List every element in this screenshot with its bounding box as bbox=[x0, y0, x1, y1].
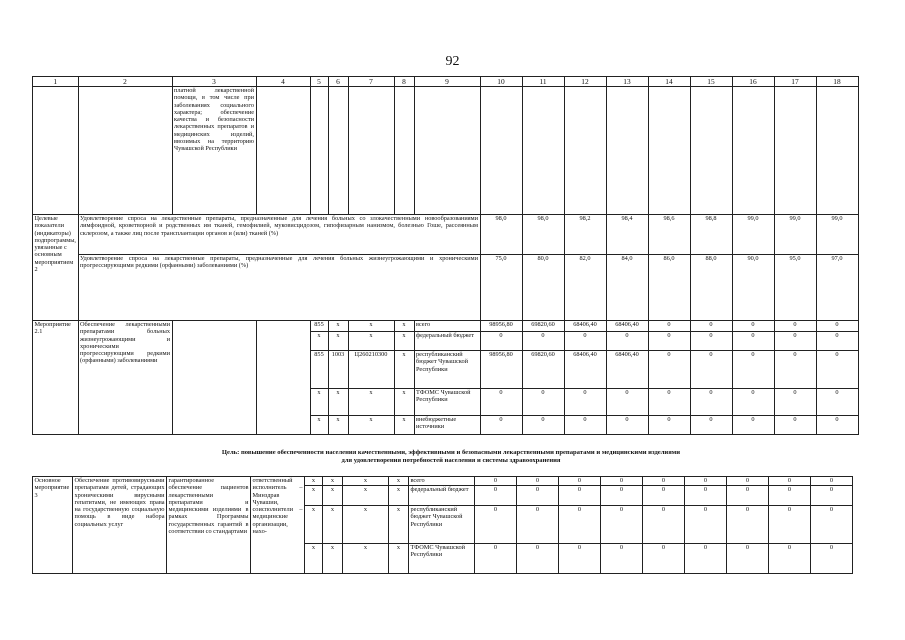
value-cell: 75,0 bbox=[480, 255, 522, 321]
value-cell: 0 bbox=[648, 332, 690, 351]
value-cell: 0 bbox=[643, 506, 685, 544]
funding-source: ТФОМС Чувашской Республики bbox=[414, 389, 480, 416]
expected-result-cell: гарантированное обеспечение пациентов лекарственными препаратами и медицинскими изделиями в рамках Программы государственных гарантий в соответствии со стандартами bbox=[167, 477, 251, 574]
value-cell: 0 bbox=[517, 477, 559, 486]
value-cell: 0 bbox=[522, 389, 564, 416]
col-number: 18 bbox=[816, 77, 858, 87]
value-cell: 0 bbox=[685, 477, 727, 486]
target-article-code: x bbox=[348, 321, 394, 332]
target-article-code: Ц260210300 bbox=[348, 351, 394, 389]
expense-type-code: x bbox=[394, 389, 414, 416]
col-number: 15 bbox=[690, 77, 732, 87]
value-cell: 0 bbox=[606, 389, 648, 416]
value-cell: 0 bbox=[732, 332, 774, 351]
value-cell: 0 bbox=[559, 506, 601, 544]
value-cell: 0 bbox=[727, 544, 769, 574]
value-cell: 0 bbox=[522, 416, 564, 435]
executor-cell: ответственный исполнитель – Минздрав Чувашии, соисполнители – медицинские организации, нахо- bbox=[251, 477, 305, 574]
value-cell: 0 bbox=[690, 321, 732, 332]
value-cell: 0 bbox=[774, 321, 816, 332]
value-cell: 69820,60 bbox=[522, 351, 564, 389]
grbs-code: x bbox=[310, 389, 328, 416]
value-cell: 0 bbox=[732, 416, 774, 435]
value-cell: 0 bbox=[811, 506, 853, 544]
value-cell: 86,0 bbox=[648, 255, 690, 321]
value-cell: 0 bbox=[685, 544, 727, 574]
col-number: 10 bbox=[480, 77, 522, 87]
value-cell: 97,0 bbox=[816, 255, 858, 321]
value-cell: 98,6 bbox=[648, 215, 690, 255]
grbs-code: x bbox=[305, 477, 323, 486]
value-cell: 0 bbox=[811, 477, 853, 486]
expense-type-code: x bbox=[389, 486, 409, 506]
measure-name: Обеспечение противовирусными препаратами детей, страдающих хроническими вирусными гепатитами, не имеющих права на государственную социальную помощь в виде набора социальных услуг bbox=[73, 477, 167, 574]
funding-source: ТФОМС Чувашской Республики bbox=[409, 544, 475, 574]
target-article-code: x bbox=[343, 477, 389, 486]
value-cell: 0 bbox=[690, 389, 732, 416]
value-cell: 0 bbox=[774, 389, 816, 416]
grbs-code: 855 bbox=[310, 351, 328, 389]
value-cell: 0 bbox=[522, 332, 564, 351]
value-cell: 0 bbox=[727, 477, 769, 486]
value-cell: 0 bbox=[601, 477, 643, 486]
value-cell: 0 bbox=[774, 351, 816, 389]
value-cell: 98956,80 bbox=[480, 351, 522, 389]
value-cell: 82,0 bbox=[564, 255, 606, 321]
funding-source: всего bbox=[409, 477, 475, 486]
expense-type-code: x bbox=[394, 321, 414, 332]
value-cell: 0 bbox=[606, 416, 648, 435]
value-cell: 69820,60 bbox=[522, 321, 564, 332]
page-number: 92 bbox=[445, 54, 460, 69]
funding-source: всего bbox=[414, 321, 480, 332]
value-cell: 0 bbox=[475, 477, 517, 486]
col-number: 7 bbox=[348, 77, 394, 87]
value-cell: 99,0 bbox=[816, 215, 858, 255]
col-number: 9 bbox=[414, 77, 480, 87]
expense-type-code: x bbox=[394, 351, 414, 389]
section-code: x bbox=[323, 477, 343, 486]
measure-name: Обеспечение лекарственными препаратами больных жизнеугрожающими и хроническими прогрессирующими редкими (орфанными) заболеваниями bbox=[78, 321, 172, 435]
expected-result-cell: платной лекарственной помощи, в том числе при заболеваниях социального характера; обеспечение качества и безопасности лекарственных препаратов и медицинских изделий, ввозимых на территорию Чувашской Республики bbox=[172, 87, 256, 215]
value-cell: 0 bbox=[643, 486, 685, 506]
value-cell: 0 bbox=[816, 321, 858, 332]
expense-type-code: x bbox=[394, 332, 414, 351]
value-cell: 98,0 bbox=[522, 215, 564, 255]
value-cell: 0 bbox=[475, 544, 517, 574]
section-code: x bbox=[328, 321, 348, 332]
value-cell: 0 bbox=[648, 416, 690, 435]
measure-label: Мероприятие 2.1 bbox=[33, 321, 79, 435]
target-article-code: x bbox=[348, 332, 394, 351]
funding-row bbox=[33, 321, 859, 332]
funding-source: федеральный бюджет bbox=[409, 486, 475, 506]
col-number: 11 bbox=[522, 77, 564, 87]
col-number: 1 bbox=[33, 77, 79, 87]
section-code: x bbox=[323, 506, 343, 544]
value-cell: 80,0 bbox=[522, 255, 564, 321]
target-text: Удовлетворение спроса на лекарственные препараты, предназначенные для лечения больных со злокачественными новообразованиями лимфоидной, кроветворной и родственных им тканей, гемофилией, муковисцидозом, гипофизарным нанизмом, болезнью Гоше, рассеянным склерозом, а также лиц после трансплантации органов и (или) тканей (%) bbox=[78, 215, 480, 255]
value-cell: 90,0 bbox=[732, 255, 774, 321]
section-code: 1003 bbox=[328, 351, 348, 389]
target-article-code: x bbox=[343, 544, 389, 574]
value-cell: 0 bbox=[606, 332, 648, 351]
value-cell: 0 bbox=[601, 544, 643, 574]
goal-line: для удовлетворения потребностей населения и системы здравоохранения bbox=[341, 456, 561, 464]
funding-source: республиканский бюджет Чувашской Республики bbox=[414, 351, 480, 389]
col-number: 4 bbox=[256, 77, 310, 87]
value-cell: 0 bbox=[517, 486, 559, 506]
goal-line: Цель: повышение обеспеченности населения качественными, эффективными и безопасными лекарственными препаратами и медицинскими изделиями bbox=[221, 449, 681, 456]
expense-type-code: x bbox=[389, 544, 409, 574]
value-cell: 98,4 bbox=[606, 215, 648, 255]
funding-row bbox=[33, 477, 853, 486]
value-cell: 0 bbox=[480, 389, 522, 416]
value-cell: 0 bbox=[559, 477, 601, 486]
col-number: 16 bbox=[732, 77, 774, 87]
goal-heading bbox=[32, 449, 870, 465]
section-code: x bbox=[323, 486, 343, 506]
value-cell: 0 bbox=[690, 351, 732, 389]
section-code: x bbox=[328, 332, 348, 351]
value-cell: 88,0 bbox=[690, 255, 732, 321]
value-cell: 0 bbox=[643, 477, 685, 486]
expense-type-code: x bbox=[389, 477, 409, 486]
value-cell: 99,0 bbox=[732, 215, 774, 255]
value-cell: 0 bbox=[816, 416, 858, 435]
value-cell: 98956,80 bbox=[480, 321, 522, 332]
value-cell: 0 bbox=[564, 332, 606, 351]
value-cell: 0 bbox=[816, 351, 858, 389]
value-cell: 0 bbox=[480, 416, 522, 435]
value-cell: 0 bbox=[601, 506, 643, 544]
expense-type-code: x bbox=[389, 506, 409, 544]
value-cell: 0 bbox=[774, 416, 816, 435]
expense-type-code: x bbox=[394, 416, 414, 435]
funding-source: внебюджетные источники bbox=[414, 416, 480, 435]
value-cell: 68406,40 bbox=[564, 351, 606, 389]
value-cell: 0 bbox=[517, 506, 559, 544]
value-cell: 0 bbox=[816, 332, 858, 351]
col-number: 14 bbox=[648, 77, 690, 87]
section-code: x bbox=[328, 389, 348, 416]
value-cell: 68406,40 bbox=[606, 351, 648, 389]
value-cell: 0 bbox=[769, 544, 811, 574]
value-cell: 0 bbox=[727, 486, 769, 506]
value-cell: 0 bbox=[480, 332, 522, 351]
value-cell: 98,0 bbox=[480, 215, 522, 255]
value-cell: 98,2 bbox=[564, 215, 606, 255]
funding-source: республиканский бюджет Чувашской Республики bbox=[409, 506, 475, 544]
target-article-code: x bbox=[343, 506, 389, 544]
value-cell: 0 bbox=[732, 351, 774, 389]
col-number: 6 bbox=[328, 77, 348, 87]
section-code: x bbox=[328, 416, 348, 435]
value-cell: 0 bbox=[648, 321, 690, 332]
program-table-continued bbox=[32, 476, 853, 574]
value-cell: 0 bbox=[690, 332, 732, 351]
value-cell: 0 bbox=[811, 486, 853, 506]
value-cell: 0 bbox=[769, 477, 811, 486]
target-article-code: x bbox=[348, 416, 394, 435]
grbs-code: x bbox=[305, 486, 323, 506]
grbs-code: x bbox=[305, 506, 323, 544]
value-cell: 0 bbox=[811, 544, 853, 574]
continuation-row bbox=[33, 87, 859, 215]
header-row bbox=[33, 77, 859, 87]
value-cell: 0 bbox=[816, 389, 858, 416]
col-number: 5 bbox=[310, 77, 328, 87]
grbs-code: 855 bbox=[310, 321, 328, 332]
value-cell: 0 bbox=[559, 544, 601, 574]
col-number: 8 bbox=[394, 77, 414, 87]
value-cell: 0 bbox=[601, 486, 643, 506]
funding-source: федеральный бюджет bbox=[414, 332, 480, 351]
value-cell: 0 bbox=[564, 389, 606, 416]
target-text: Удовлетворение спроса на лекарственные препараты, предназначенные для лечения больных жизнеугрожающими и хроническими прогрессирующими редкими (орфанными) заболеваниями (%) bbox=[78, 255, 480, 321]
value-cell: 0 bbox=[643, 544, 685, 574]
value-cell: 84,0 bbox=[606, 255, 648, 321]
program-table bbox=[32, 76, 859, 435]
value-cell: 0 bbox=[769, 506, 811, 544]
value-cell: 0 bbox=[648, 389, 690, 416]
value-cell: 0 bbox=[559, 486, 601, 506]
grbs-code: x bbox=[305, 544, 323, 574]
value-cell: 0 bbox=[774, 332, 816, 351]
value-cell: 95,0 bbox=[774, 255, 816, 321]
grbs-code: x bbox=[310, 332, 328, 351]
targets-label: Целевые показатели (индикаторы) подпрограммы, увязанные с основным мероприятием 2 bbox=[33, 215, 79, 321]
value-cell: 0 bbox=[564, 416, 606, 435]
value-cell: 0 bbox=[732, 389, 774, 416]
value-cell: 68406,40 bbox=[564, 321, 606, 332]
value-cell: 0 bbox=[475, 486, 517, 506]
value-cell: 0 bbox=[475, 506, 517, 544]
value-cell: 0 bbox=[732, 321, 774, 332]
col-number: 3 bbox=[172, 77, 256, 87]
measure-label: Основное мероприятие 3 bbox=[33, 477, 73, 574]
value-cell: 68406,40 bbox=[606, 321, 648, 332]
target-article-code: x bbox=[348, 389, 394, 416]
value-cell: 98,8 bbox=[690, 215, 732, 255]
value-cell: 0 bbox=[727, 506, 769, 544]
col-number: 2 bbox=[78, 77, 172, 87]
col-number: 12 bbox=[564, 77, 606, 87]
target-article-code: x bbox=[343, 486, 389, 506]
value-cell: 0 bbox=[648, 351, 690, 389]
section-code: x bbox=[323, 544, 343, 574]
value-cell: 0 bbox=[517, 544, 559, 574]
value-cell: 0 bbox=[685, 486, 727, 506]
value-cell: 0 bbox=[690, 416, 732, 435]
value-cell: 0 bbox=[685, 506, 727, 544]
value-cell: 99,0 bbox=[774, 215, 816, 255]
value-cell: 0 bbox=[769, 486, 811, 506]
col-number: 13 bbox=[606, 77, 648, 87]
target-row bbox=[33, 255, 859, 321]
target-row bbox=[33, 215, 859, 255]
grbs-code: x bbox=[310, 416, 328, 435]
col-number: 17 bbox=[774, 77, 816, 87]
